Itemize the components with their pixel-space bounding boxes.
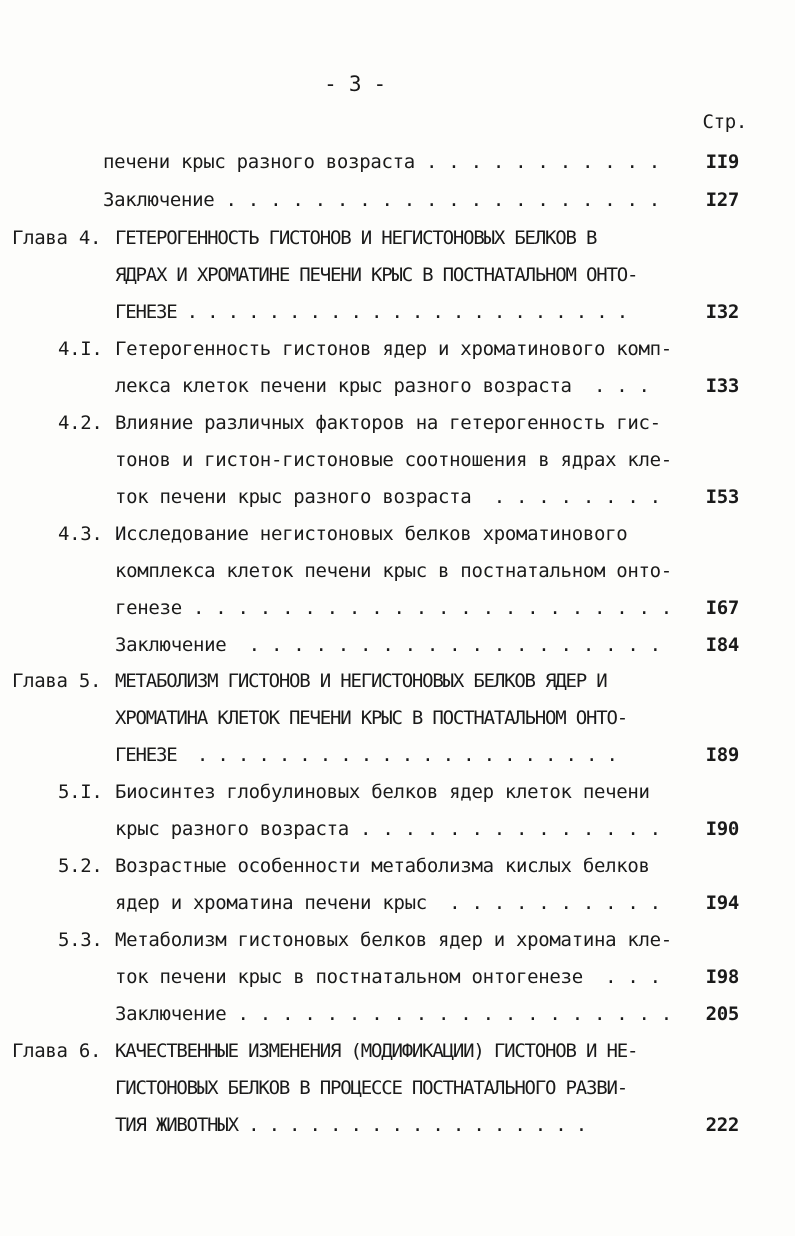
toc-line: генезе . . . . . . . . . . . . . . . . . . . . . . [115, 597, 672, 619]
chapter-label: Глава 6. [12, 1040, 102, 1062]
chapter-title: КАЧЕСТВЕННЫЕ ИЗМЕНЕНИЯ (МОДИФИКАЦИИ) ГИСТОНОВ И НЕ- [115, 1040, 638, 1062]
section-number: 5.3. [58, 929, 103, 951]
toc-line: Возрастные особенности метаболизма кислых белков [115, 855, 650, 877]
section-number: 4.I. [58, 338, 103, 360]
toc-page-number: I33 [705, 375, 739, 397]
toc-line: комплекса клеток печени крыс в постнатальном онто- [115, 560, 672, 582]
toc-line: лекса клеток печени крыс разного возраста . . . [115, 375, 650, 397]
chapter-title: ГИСТОНОВЫХ БЕЛКОВ В ПРОЦЕССЕ ПОСТНАТАЛЬНОГО РАЗВИ- [115, 1077, 627, 1099]
toc-line: Заключение . . . . . . . . . . . . . . . . . . . . [115, 1003, 672, 1025]
toc-line: Исследование негистоновых белков хроматинового [115, 523, 628, 545]
toc-page-number: I98 [705, 966, 739, 988]
toc-page-number: I89 [705, 744, 739, 766]
toc-line: ток печени крыс разного возраста . . . . . . . . [115, 486, 661, 508]
toc-line: Биосинтез глобулиновых белков ядер клеток печени [115, 781, 650, 803]
section-number: 4.3. [58, 523, 103, 545]
toc-page-number: I53 [705, 486, 739, 508]
chapter-label: Глава 5. [12, 670, 102, 692]
toc-line: ядер и хроматина печени крыс . . . . . . . . . . [115, 892, 661, 914]
section-number: 5.I. [58, 781, 103, 803]
chapter-title: ТИЯ ЖИВОТНЫХ . . . . . . . . . . . . . . . . . [115, 1114, 586, 1136]
toc-line: ток печени крыс в постнатальном онтогенезе . . . [115, 966, 661, 988]
chapter-title: ХРОМАТИНА КЛЕТОК ПЕЧЕНИ КРЫС В ПОСТНАТАЛЬНОМ ОНТО- [115, 707, 627, 729]
chapter-title: ГЕНЕЗЕ . . . . . . . . . . . . . . . . . . . . . [115, 744, 617, 766]
section-number: 5.2. [58, 855, 103, 877]
chapter-title: ГЕТЕРОГЕННОСТЬ ГИСТОНОВ И НЕГИСТОНОВЫХ БЕЛКОВ В [115, 227, 597, 249]
page-number-header: - 3 - [324, 72, 386, 96]
page-column-label: Стр. [702, 111, 747, 133]
toc-line: Метаболизм гистоновых белков ядер и хроматина кле- [115, 929, 672, 951]
toc-line: крыс разного возраста . . . . . . . . . . . . . . [115, 818, 661, 840]
toc-page-number: I90 [705, 818, 739, 840]
section-number: 4.2. [58, 412, 103, 434]
toc-line: печени крыс разного возраста . . . . . . . . . . . [103, 151, 660, 173]
chapter-label: Глава 4. [12, 227, 102, 249]
toc-line: тонов и гистон-гистоновые соотношения в ядрах кле- [115, 449, 672, 471]
toc-line: Влияние различных факторов на гетерогенность гис- [115, 412, 661, 434]
toc-page-number: 205 [705, 1003, 739, 1025]
toc-page-number: I94 [705, 892, 739, 914]
toc-page-number: 222 [705, 1114, 739, 1136]
toc-line: Заключение . . . . . . . . . . . . . . . . . . . . [103, 189, 660, 211]
toc-page-number: I27 [705, 189, 739, 211]
chapter-title: МЕТАБОЛИЗМ ГИСТОНОВ И НЕГИСТОНОВЫХ БЕЛКОВ ЯДЕР И [115, 670, 607, 692]
toc-page-number: II9 [705, 151, 739, 173]
toc-line: Гетерогенность гистонов ядер и хроматинового комп- [115, 338, 672, 360]
chapter-title: ГЕНЕЗЕ . . . . . . . . . . . . . . . . . . . . . . [115, 301, 627, 323]
chapter-title: ЯДРАХ И ХРОМАТИНЕ ПЕЧЕНИ КРЫС В ПОСТНАТАЛЬНОМ ОНТО- [115, 264, 638, 286]
toc-page-number: I67 [705, 597, 739, 619]
toc-page-number: I84 [705, 634, 739, 656]
toc-page-number: I32 [705, 301, 739, 323]
toc-line: Заключение . . . . . . . . . . . . . . . . . . . [115, 634, 661, 656]
